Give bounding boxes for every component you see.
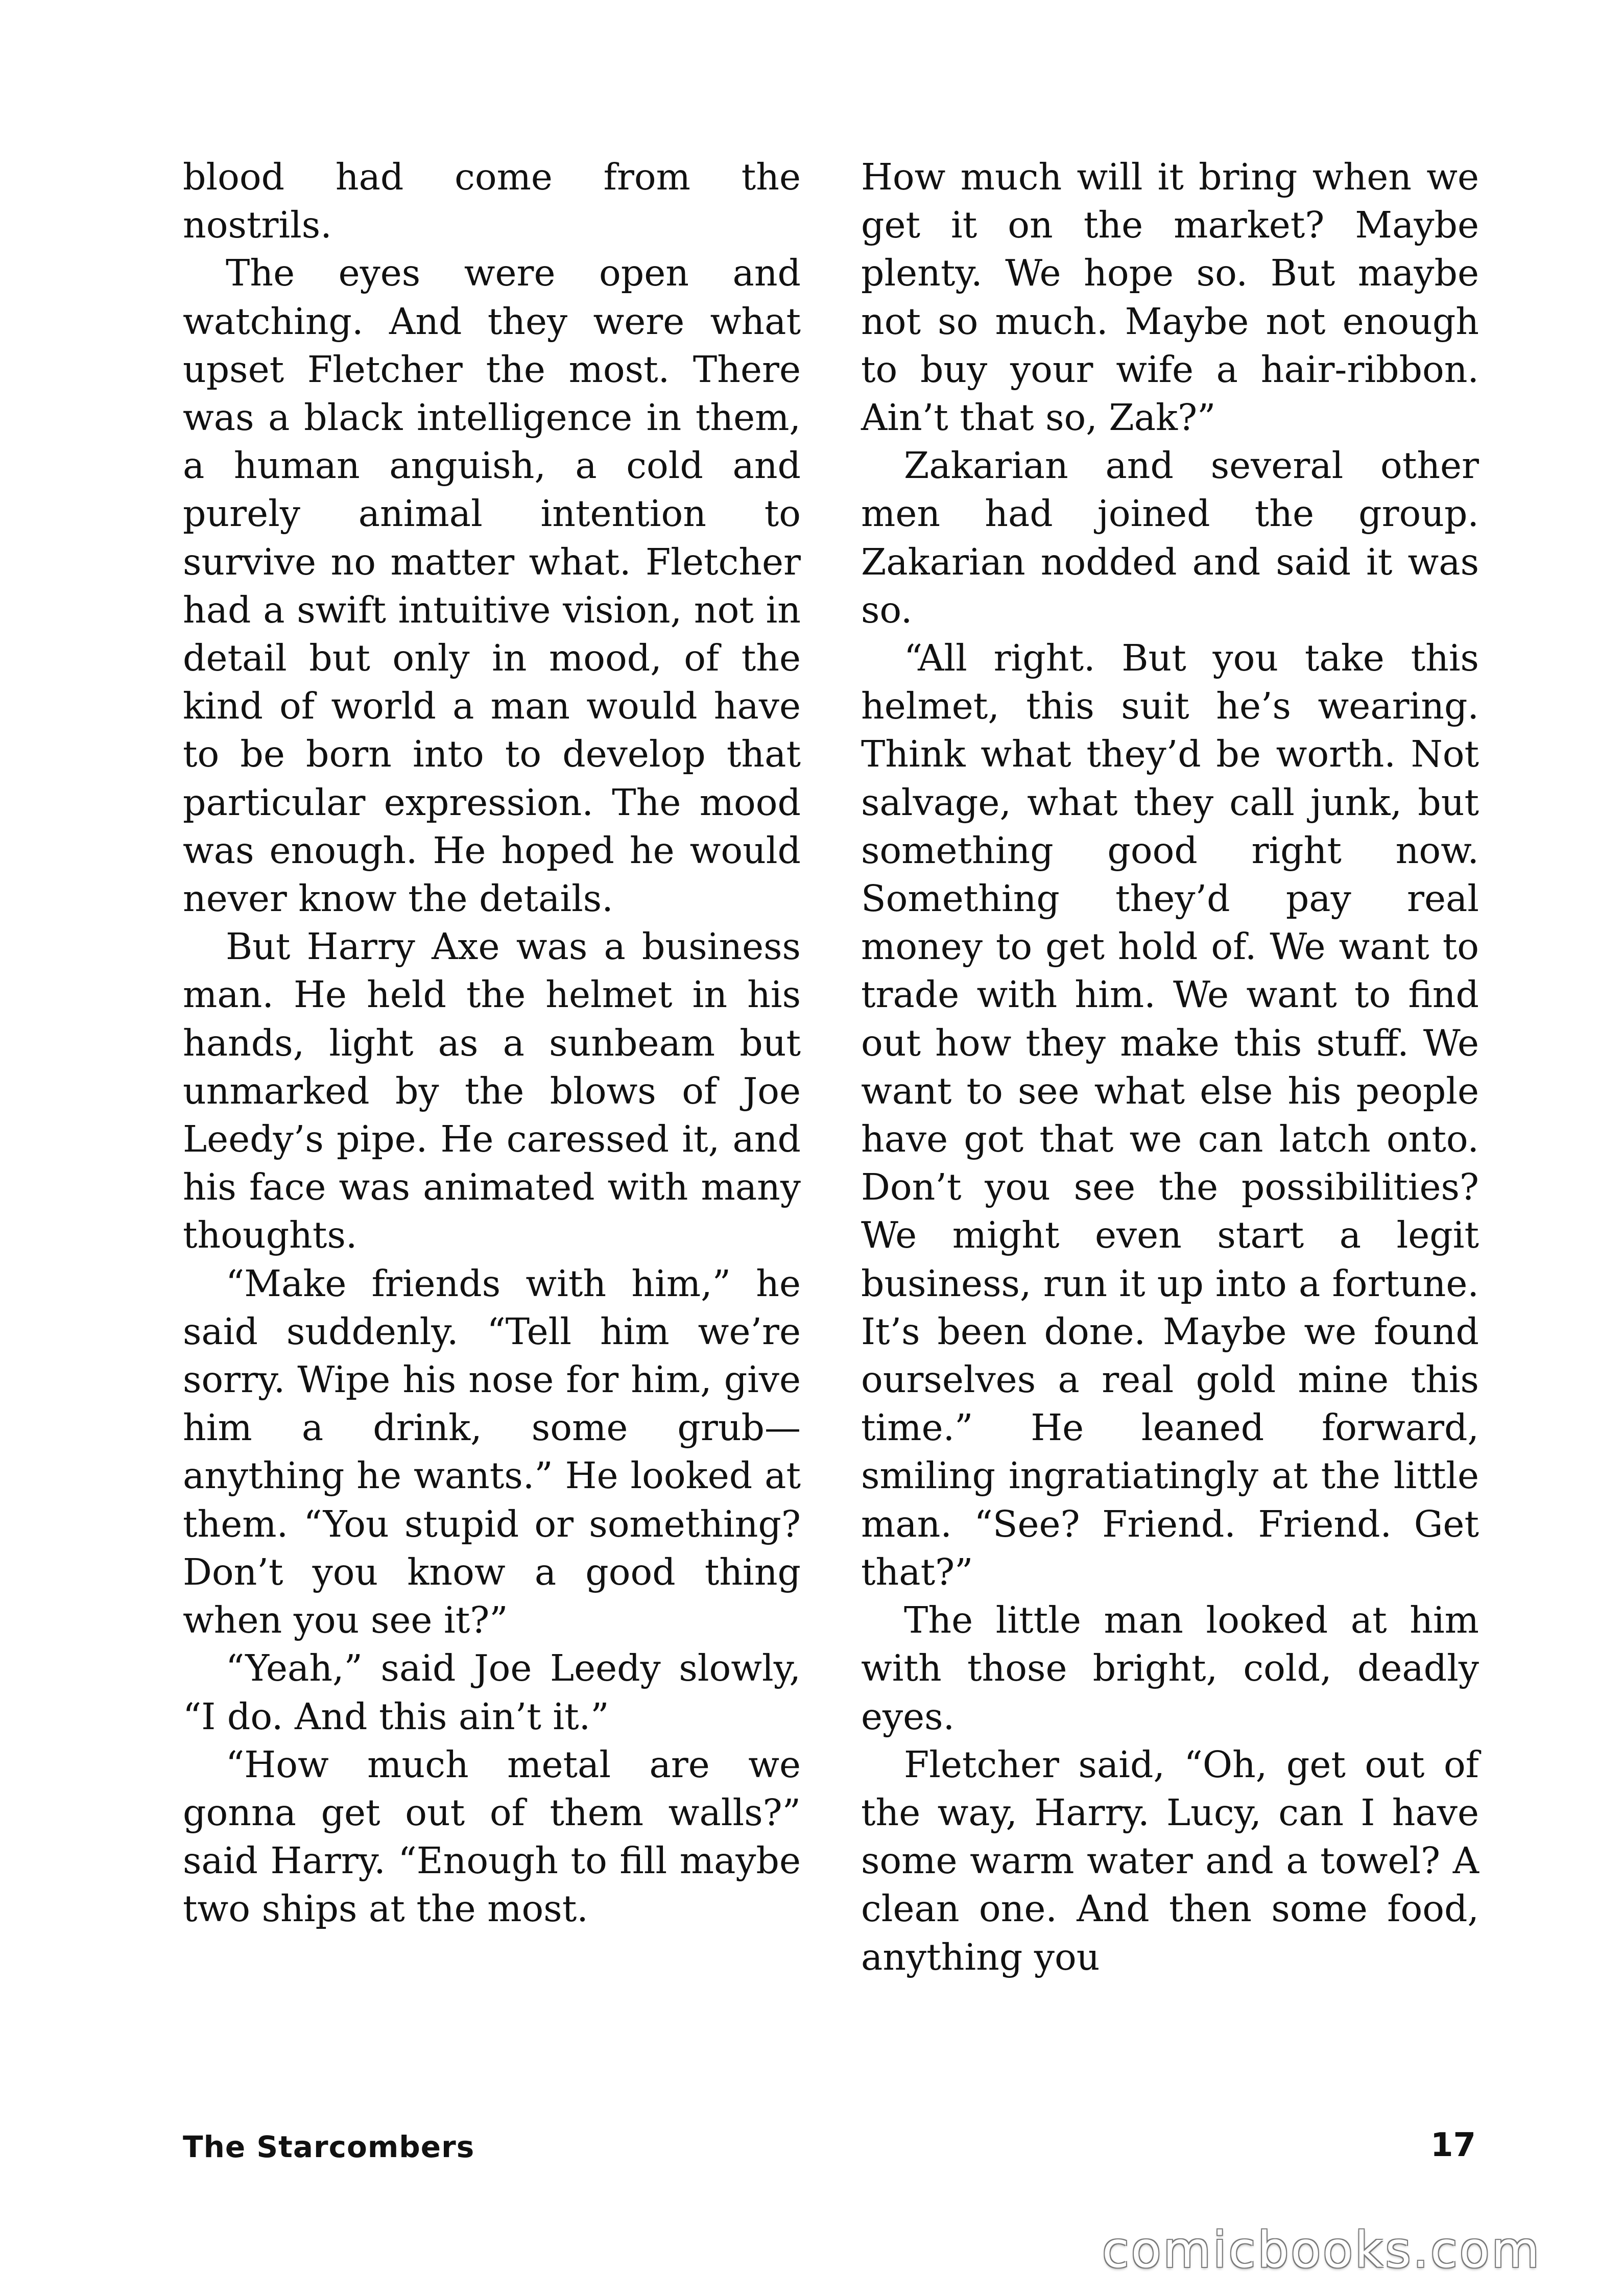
paragraph: Fletcher said, “Oh, get out of the way, Harry. Lucy, can I have some warm water and a towel? A clean one. And then some food, anything you (861, 1743, 1479, 1978)
paragraph: “Make friends with him,” he said suddenly. “Tell him we’re sorry. Wipe his nose for him, give him a drink, some grub—anything he wants.” He looked at them. “You stupid or something? Don’t you know a good thing when you see it?” (183, 1262, 801, 1642)
paragraph: How much will it bring when we get it on the market? Maybe plenty. We hope so. But maybe not so much. Maybe not enough to buy your wife a hair-ribbon. Ain’t that so, Zak?” (861, 156, 1479, 439)
paragraph: “Yeah,” said Joe Leedy slowly, “I do. And this ain’t it.” (183, 1647, 801, 1738)
paragraph: The eyes were open and watching. And they were what upset Fletcher the most. There was a black intelligence in them, a human anguish, a cold and purely animal intention to survive no matter what. Fletcher had a swift intuitive vision, not in detail but only in mood, of the kind of world a man would have to be born into to develop that particular expression. The mood was enough. He hoped he would never know the details. (183, 252, 801, 920)
paragraph: Zakarian and several other men had joined the group. Zakarian nodded and said it was so. (861, 444, 1479, 631)
paragraph: “How much metal are we gonna get out of them walls?” said Harry. “Enough to fill maybe two ships at the most. (183, 1743, 801, 1930)
paragraph: “All right. But you take this helmet, this suit he’s wearing. Think what they’d be worth. Not salvage, what they call junk, but something good right now. Something they’d pay real money to get hold of. We want to trade with him. We want to find out how they make this stuff. We want to see what else his people have got that we can latch onto. Don’t you see the possibilities? We might even start a legit business, run it up into a fortune. It’s been done. Maybe we found ourselves a real gold mine this time.” He leaned forward, smiling ingratiatingly at the little man. “See? Friend. Friend. Get that?” (861, 637, 1479, 1593)
right-text-column (861, 153, 1479, 1981)
paragraph: blood had come from the nostrils. (183, 156, 801, 247)
site-watermark: comicbooks.com (1102, 2221, 1541, 2279)
running-footer-title: The Starcombers (183, 2130, 475, 2164)
page-number: 17 (1430, 2126, 1476, 2164)
paragraph: The little man looked at him with those bright, cold, deadly eyes. (861, 1599, 1479, 1738)
paragraph: But Harry Axe was a business man. He held the helmet in his hands, light as a sunbeam but unmarked by the blows of Joe Leedy’s pipe. He caressed it, and his face was animated with many thoughts. (183, 925, 801, 1257)
left-text-column (183, 153, 801, 1933)
